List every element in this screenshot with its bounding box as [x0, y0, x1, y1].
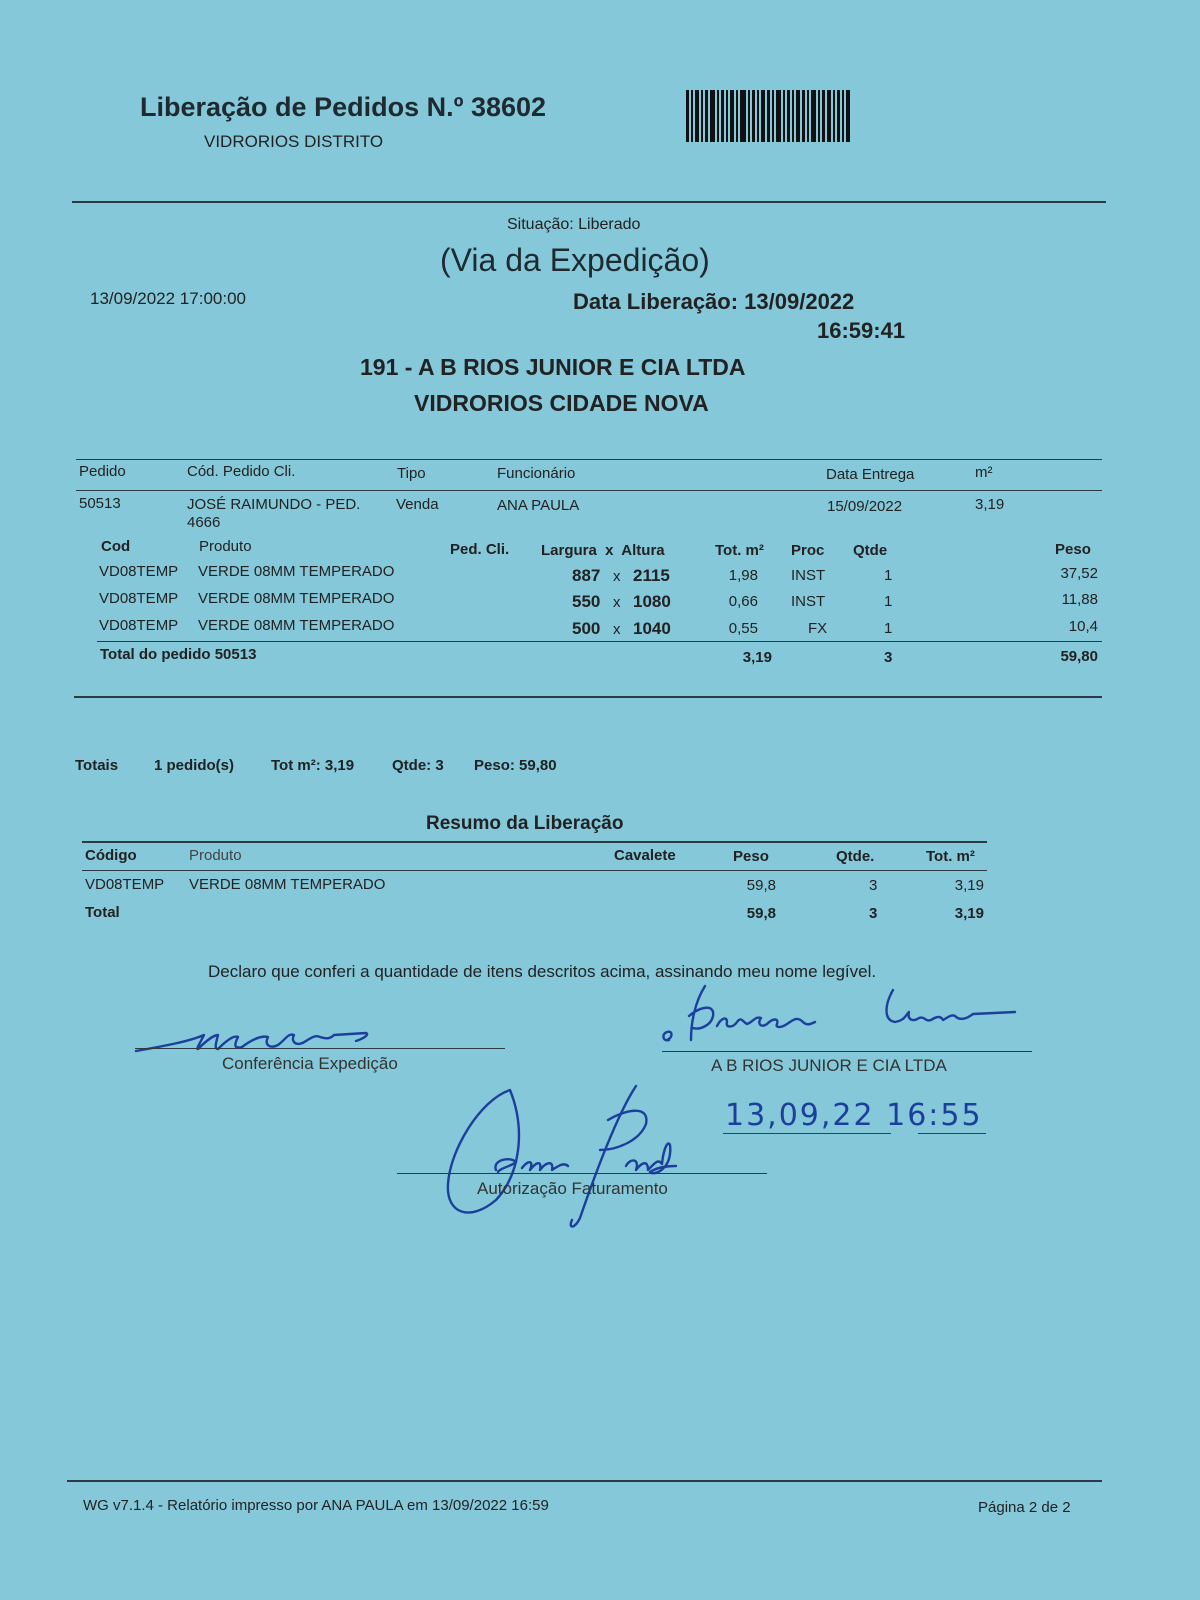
item-peso: 10,4: [1068, 618, 1098, 635]
item-x: x: [613, 594, 621, 611]
order-bottom-line: [74, 696, 1102, 698]
order-total-m2: 3,19: [742, 649, 772, 666]
summary-col-peso: Peso: [733, 848, 769, 865]
item-produto: VERDE 08MM TEMPERADO: [198, 563, 395, 580]
col-funcionario: Funcionário: [497, 465, 576, 482]
status-label: Situação: Liberado: [507, 216, 641, 233]
header-divider: [72, 201, 1106, 203]
declaration-text: Declaro que conferi a quantidade de itens descritos acima, assinando meu nome legível.: [208, 962, 877, 981]
col-data-entrega: Data Entrega: [826, 466, 915, 483]
col-tipo: Tipo: [397, 465, 426, 482]
summary-col-tot-m2: Tot. m²: [926, 848, 975, 865]
totals-tot-m2: Tot m²: 3,19: [271, 757, 355, 774]
summary-total-peso: 59,8: [746, 905, 776, 922]
summary-total-qtde: 3: [869, 905, 878, 922]
item-cod: VD08TEMP: [99, 590, 179, 607]
col-pedido: Pedido: [79, 463, 126, 480]
item-altura: 1080: [633, 592, 671, 611]
items-col-proc: Proc: [791, 542, 825, 559]
footer-divider: [67, 1480, 1102, 1482]
item-x: x: [613, 568, 621, 585]
item-tot-m2: 0,55: [728, 620, 758, 637]
order-header-line: [76, 490, 1102, 491]
item-qtde: 1: [884, 620, 893, 637]
via-label: (Via da Expedição): [440, 242, 710, 278]
item-largura: 550: [572, 592, 601, 611]
conferencia-label: Conferência Expedição: [222, 1054, 398, 1073]
item-peso: 11,88: [1061, 591, 1098, 608]
order-data-entrega: 15/09/2022: [827, 498, 903, 515]
item-cod: VD08TEMP: [99, 563, 179, 580]
handwritten-date-underline: [723, 1133, 891, 1134]
summary-total-label: Total: [85, 904, 120, 921]
company-name: VIDRORIOS DISTRITO: [204, 132, 384, 151]
item-peso: 37,52: [1060, 565, 1098, 582]
summary-col-codigo: Código: [85, 847, 137, 864]
item-proc: INST: [791, 567, 826, 584]
item-proc: INST: [791, 593, 826, 610]
autorizacao-signature: [440, 1080, 700, 1230]
autorizacao-line: [397, 1173, 767, 1174]
summary-col-qtde: Qtde.: [836, 848, 875, 865]
totals-qtde: Qtde: 3: [392, 757, 444, 774]
order-tipo: Venda: [396, 496, 439, 513]
client-name: 191 - A B RIOS JUNIOR E CIA LTDA: [360, 354, 746, 380]
items-col-cod: Cod: [101, 538, 131, 555]
summary-row-peso: 59,8: [746, 877, 776, 894]
order-m2: 3,19: [975, 496, 1005, 513]
barcode-icon: [686, 90, 868, 142]
client-signature: [655, 982, 1035, 1062]
summary-col-produto: Produto: [189, 847, 242, 864]
totals-pedidos: 1 pedido(s): [154, 757, 235, 774]
document-title: Liberação de Pedidos N.º 38602: [140, 92, 547, 122]
summary-row-codigo: VD08TEMP: [85, 876, 165, 893]
col-cod-pedido-cli: Cód. Pedido Cli.: [187, 463, 296, 480]
order-total-label: Total do pedido 50513: [100, 646, 257, 663]
item-produto: VERDE 08MM TEMPERADO: [198, 590, 395, 607]
handwritten-datetime: 13,09,22 16:55: [725, 1098, 983, 1133]
summary-top-line: [82, 841, 987, 843]
footer-page: Página 2 de 2: [978, 1499, 1071, 1516]
summary-row-produto: VERDE 08MM TEMPERADO: [189, 876, 386, 893]
autorizacao-label: Autorização Faturamento: [477, 1179, 668, 1198]
item-qtde: 1: [884, 567, 893, 584]
items-col-peso: Peso: [1055, 541, 1091, 558]
item-x: x: [613, 621, 621, 638]
item-largura: 500: [572, 619, 601, 638]
summary-row-tot-m2: 3,19: [954, 877, 984, 894]
order-pedido: 50513: [79, 495, 121, 512]
items-col-ped-cli: Ped. Cli.: [450, 541, 510, 558]
footer-left: WG v7.1.4 - Relatório impresso por ANA PAULA em 13/09/2022 16:59: [83, 1497, 549, 1514]
client-store: VIDRORIOS CIDADE NOVA: [414, 390, 709, 416]
item-altura: 2115: [633, 566, 670, 585]
item-largura: 887: [572, 566, 601, 585]
items-col-tot-m2: Tot. m²: [715, 542, 764, 559]
totals-label: Totais: [75, 757, 119, 774]
client-label: A B RIOS JUNIOR E CIA LTDA: [711, 1056, 947, 1075]
item-produto: VERDE 08MM TEMPERADO: [198, 617, 395, 634]
summary-col-cavalete: Cavalete: [614, 847, 676, 864]
order-cod-pedido-cli: JOSÉ RAIMUNDO - PED.: [187, 496, 361, 513]
items-col-qtde: Qtde: [853, 542, 888, 559]
totals-peso: Peso: 59,80: [474, 757, 557, 774]
item-proc: FX: [808, 620, 828, 637]
summary-total-tot-m2: 3,19: [954, 905, 984, 922]
client-line: [662, 1051, 1032, 1052]
item-altura: 1040: [633, 619, 671, 638]
items-total-line: [97, 641, 1102, 642]
summary-title: Resumo da Liberação: [426, 813, 624, 834]
summary-row-qtde: 3: [869, 877, 878, 894]
order-funcionario: ANA PAULA: [497, 497, 580, 514]
handwritten-time-underline: [918, 1133, 986, 1134]
conferencia-line: [135, 1048, 505, 1049]
print-datetime: 13/09/2022 17:00:00: [90, 289, 246, 308]
order-top-line: [76, 459, 1102, 460]
item-qtde: 1: [884, 593, 893, 610]
order-total-peso: 59,80: [1060, 648, 1098, 665]
summary-header-line: [82, 870, 987, 871]
item-tot-m2: 1,98: [728, 567, 758, 584]
release-date: Data Liberação: 13/09/2022: [573, 289, 855, 314]
items-col-largura-altura: Largura x Altura: [541, 542, 665, 559]
order-total-qtde: 3: [884, 649, 893, 666]
item-cod: VD08TEMP: [99, 617, 179, 634]
items-col-produto: Produto: [199, 538, 252, 555]
col-m2: m²: [975, 464, 993, 481]
release-time: 16:59:41: [817, 318, 906, 343]
item-tot-m2: 0,66: [728, 593, 758, 610]
order-cod-pedido-cli-2: 4666: [187, 514, 221, 531]
